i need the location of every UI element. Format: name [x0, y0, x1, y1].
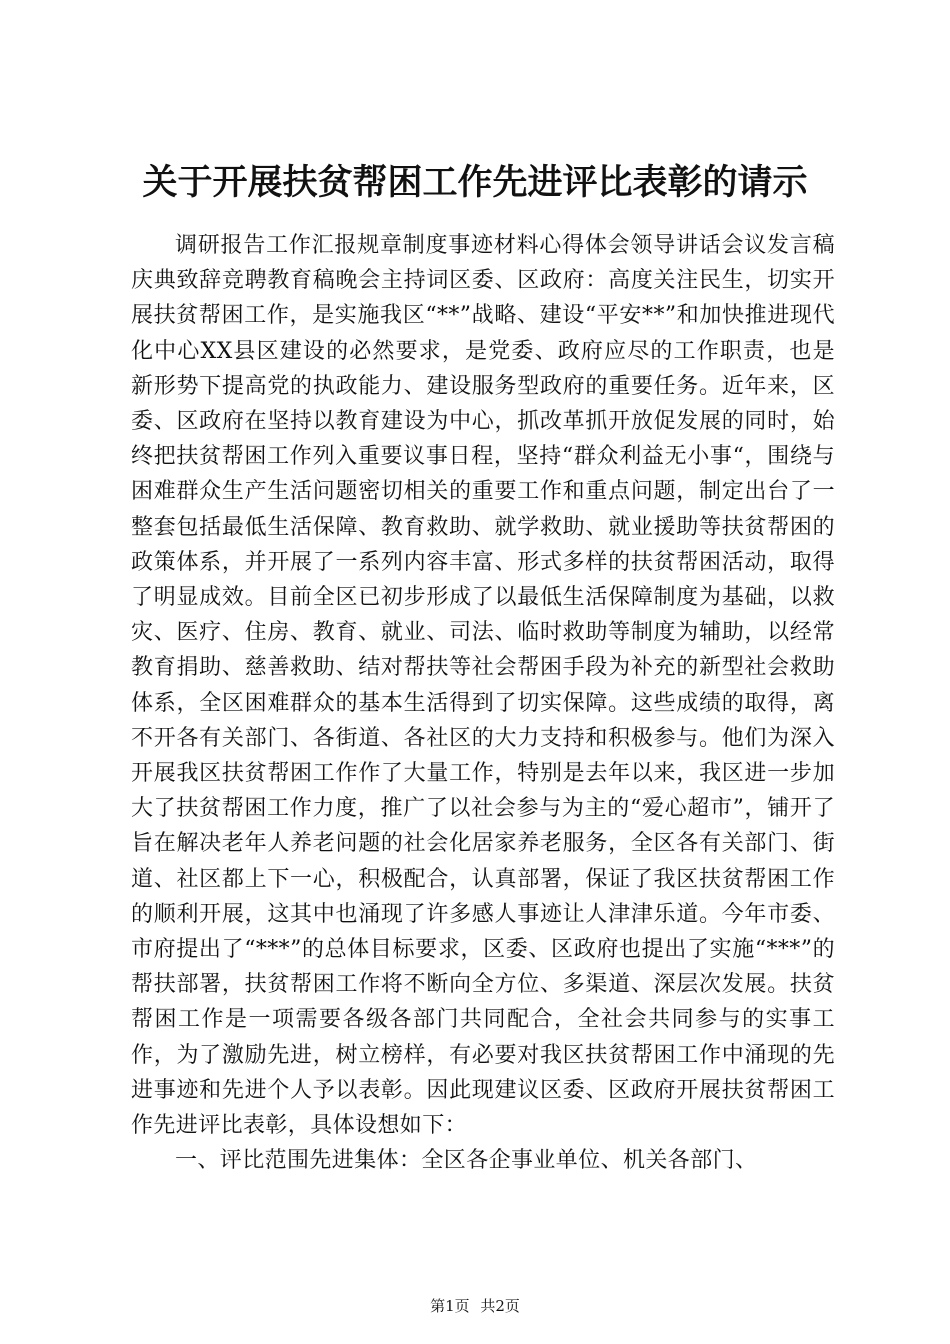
page-number: 第1页 [430, 1297, 470, 1315]
page-total: 共2页 [480, 1297, 520, 1315]
body-paragraph-1: 调研报告工作汇报规章制度事迹材料心得体会领导讲话会议发言稿庆典致辞竞聘教育稿晚会主持词区委、区政府：高度关注民生，切实开展扶贫帮困工作，是实施我区“**”战略、建设“平安**”和加快推进现代化中心XX县区建设的必然要求，是党委、政府应尽的工作职责，也是新形势下提高党的执政能力、建设服务型政府的重要任务。近年来，区委、区政府在坚持以教育建设为中心，抓改革抓开放促发展的同时，始终把扶贫帮困工作列入重要议事日程，坚持“群众利益无小事“，围绕与困难群众生产生活问题密切相关的重要工作和重点问题，制定出台了一整套包括最低生活保障、教育救助、就学救助、就业援助等扶贫帮困的政策体系，并开展了一系列内容丰富、形式多样的扶贫帮困活动，取得了明显成效。目前全区已初步形成了以最低生活保障制度为基础，以救灾、医疗、住房、教育、就业、司法、临时救助等制度为辅助，以经常教育捐助、慈善救助、结对帮扶等社会帮困手段为补充的新型社会救助体系，全区困难群众的基本生活得到了切实保障。这些成绩的取得，离不开各有关部门、各街道、各社区的大力支持和积极参与。他们为深入开展我区扶贫帮困工作作了大量工作，特别是去年以来，我区进一步加大了扶贫帮困工作力度，推广了以社会参与为主的“爱心超市”，铺开了旨在解决老年人养老问题的社会化居家养老服务，全区各有关部门、街道、社区都上下一心，积极配合，认真部署，保证了我区扶贫帮困工作的顺利开展，这其中也涌现了许多感人事迹让人津津乐道。今年市委、市府提出了“***”的总体目标要求，区委、区政府也提出了实施“***”的帮扶部署，扶贫帮困工作将不断向全方位、多渠道、深层次发展。扶贫帮困工作是一项需要各级各部门共同配合，全社会共同参与的实事工作，为了激励先进，树立榜样，有必要对我区扶贫帮困工作中涌现的先进事迹和先进个人予以表彰。因此现建议区委、区政府开展扶贫帮困工作先进评比表彰，具体设想如下： [131, 233, 835, 1139]
document-title: 关于开展扶贫帮困工作先进评比表彰的请示 [142, 162, 808, 203]
body-paragraph-2: 一、评比范围先进集体：全区各企事业单位、机关各部门、 [175, 1148, 758, 1174]
page-footer [0, 1296, 950, 1316]
document-body [131, 228, 835, 1178]
